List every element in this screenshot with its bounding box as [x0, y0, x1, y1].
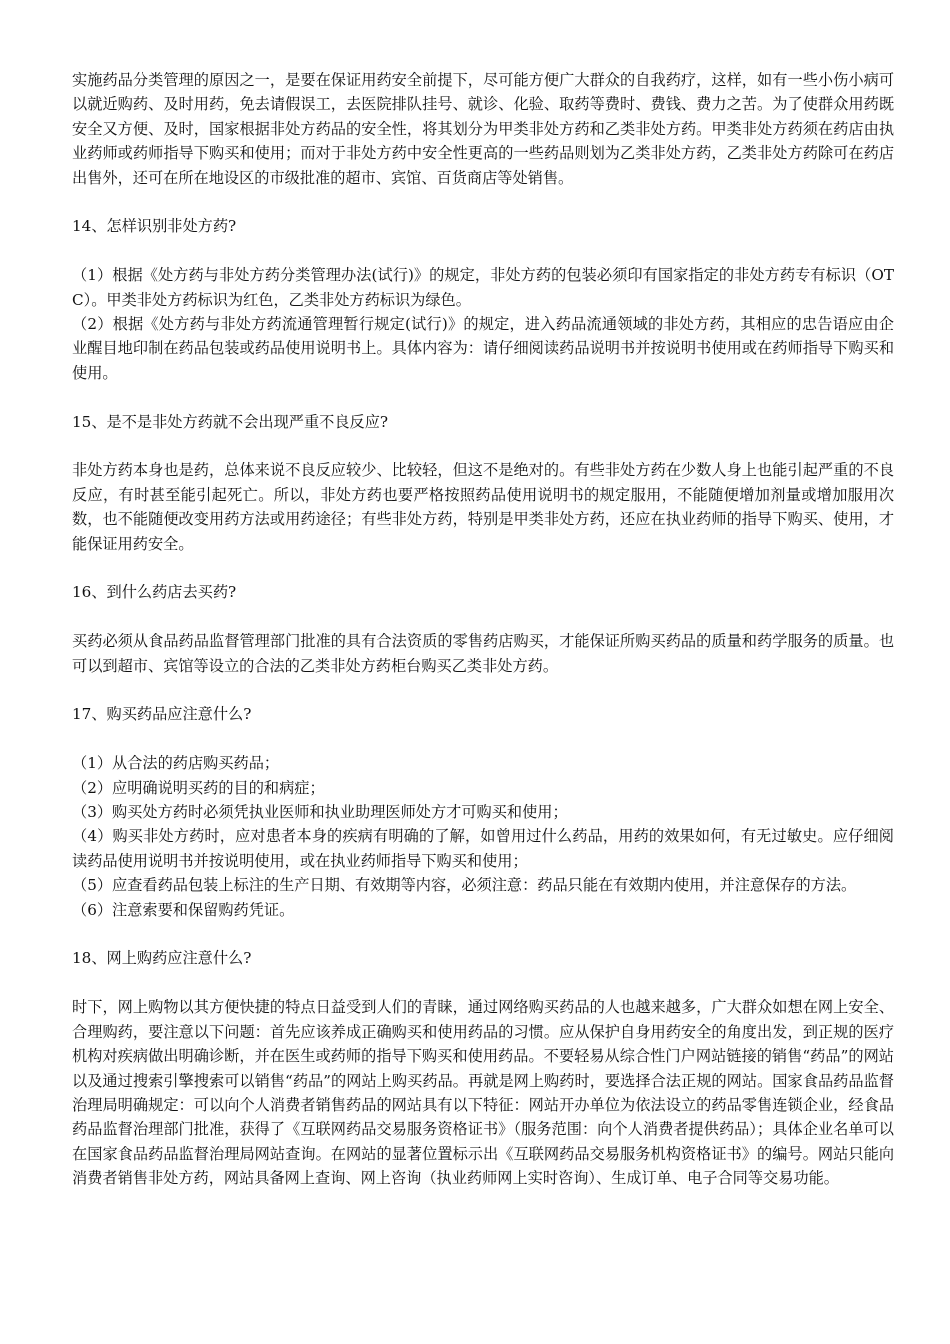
q17-item-4: （4）购买非处方药时，应对患者本身的疾病有明确的了解，如曾用过什么药品，用药的效果如何，有无过敏史。应仔细阅读药品使用说明书并按说明使用，或在执业药师指导下购买和使用；: [72, 827, 894, 870]
spacer: [72, 556, 894, 580]
q17-item-6: （6）注意索要和保留购药凭证。: [72, 900, 295, 919]
spacer: [72, 971, 894, 995]
spacer: [72, 922, 894, 946]
intro-paragraph: 实施药品分类管理的原因之一，是要在保证用药安全前提下，尽可能方便广大群众的自我药疗，这样，如有一些小伤小病可以就近购药、及时用药，免去请假误工，去医院排队挂号、就诊、化验、取药等费时、费钱、费力之苦。为了使群众用药既安全又方便、及时，国家根据非处方药品的安全性，将其划分为甲类非处方药和乙类非处方药。甲类非处方药须在药店由执业药师或药师指导下购买和使用；而对于非处方药中安全性更高的一些药品则划为乙类非处方药，乙类非处方药除可在药店出售外，还可在所在地设区的市级批准的超市、宾馆、百货商店等处销售。: [72, 71, 894, 187]
document-page: [72, 68, 894, 1191]
q14-heading: 14、怎样识别非处方药?: [72, 217, 237, 236]
q17-heading: 17、购买药品应注意什么?: [72, 705, 252, 724]
q17-item-1: （1）从合法的药店购买药品；: [72, 754, 280, 773]
q14-paragraph-2: （2）根据《处方药与非处方药流通管理暂行规定(试行)》的规定，进入药品流通领域的非处方药，其相应的忠告语应由企业醒目地印制在药品包装或药品使用说明书上。具体内容为：请仔细阅读药品说明书并按说明书使用或在药师指导下购买和使用。: [72, 315, 894, 382]
q16-paragraph: 买药必须从食品药品监督管理部门批准的具有合法资质的零售药店购买，才能保证所购买药品的质量和药学服务的质量。也可以到超市、宾馆等设立的合法的乙类非处方药柜台购买乙类非处方药。: [72, 632, 894, 675]
q15-heading: 15、是不是非处方药就不会出现严重不良反应?: [72, 412, 389, 431]
spacer: [72, 678, 894, 702]
spacer: [72, 190, 894, 214]
q15-paragraph: 非处方药本身也是药，总体来说不良反应较少、比较轻，但这不是绝对的。有些非处方药在少数人身上也能引起严重的不良反应，有时甚至能引起死亡。所以，非处方药也要严格按照药品使用说明书的规定服用，不能随便增加剂量或增加服用次数，也不能随便改变用药方法或用药途径；有些非处方药，特别是甲类非处方药，还应在执业药师的指导下购买、使用，才能保证用药安全。: [72, 461, 894, 553]
spacer: [72, 727, 894, 751]
spacer: [72, 239, 894, 263]
q14-paragraph-1: （1）根据《处方药与非处方药分类管理办法(试行)》的规定，非处方药的包装必须印有国家指定的非处方药专有标识（OTC）。甲类非处方药标识为红色，乙类非处方药标识为绿色。: [72, 266, 894, 309]
q17-item-5: （5）应查看药品包装上标注的生产日期、有效期等内容，必须注意：药品只能在有效期内使用，并注意保存的方法。: [72, 876, 857, 895]
spacer: [72, 605, 894, 629]
q18-heading: 18、网上购药应注意什么?: [72, 949, 252, 968]
q17-item-3: （3）购买处方药时必须凭执业医师和执业助理医师处方才可购买和使用；: [72, 803, 568, 822]
q16-heading: 16、到什么药店去买药?: [72, 583, 237, 602]
q17-item-2: （2）应明确说明买药的目的和病症；: [72, 778, 325, 797]
spacer: [72, 385, 894, 409]
q18-paragraph: 时下，网上购物以其方便快捷的特点日益受到人们的青睐，通过网络购买药品的人也越来越多，广大群众如想在网上安全、合理购药，要注意以下问题：首先应该养成正确购买和使用药品的习惯。应从保护自身用药安全的角度出发，到正规的医疗机构对疾病做出明确诊断，并在医生或药师的指导下购买和使用药品。不要轻易从综合性门户网站链接的销售“药品”的网站以及通过搜索引擎搜索可以销售“药品”的网站上购买药品。再就是网上购药时，要选择合法正规的网站。国家食品药品监督治理局明确规定：可以向个人消费者销售药品的网站具有以下特征：网站开办单位为依法设立的药品零售连锁企业，经食品药品监督治理部门批准，获得了《互联网药品交易服务资格证书》（服务范围：向个人消费者提供药品）；具体企业名单可以在国家食品药品监督治理局网站查询。在网站的显著位置标示出《互联网药品交易服务机构资格证书》的编号。网站只能向消费者销售非处方药，网站具备网上查询、网上咨询（执业药师网上实时咨询）、生成订单、电子合同等交易功能。: [72, 998, 894, 1188]
spacer: [72, 434, 894, 458]
